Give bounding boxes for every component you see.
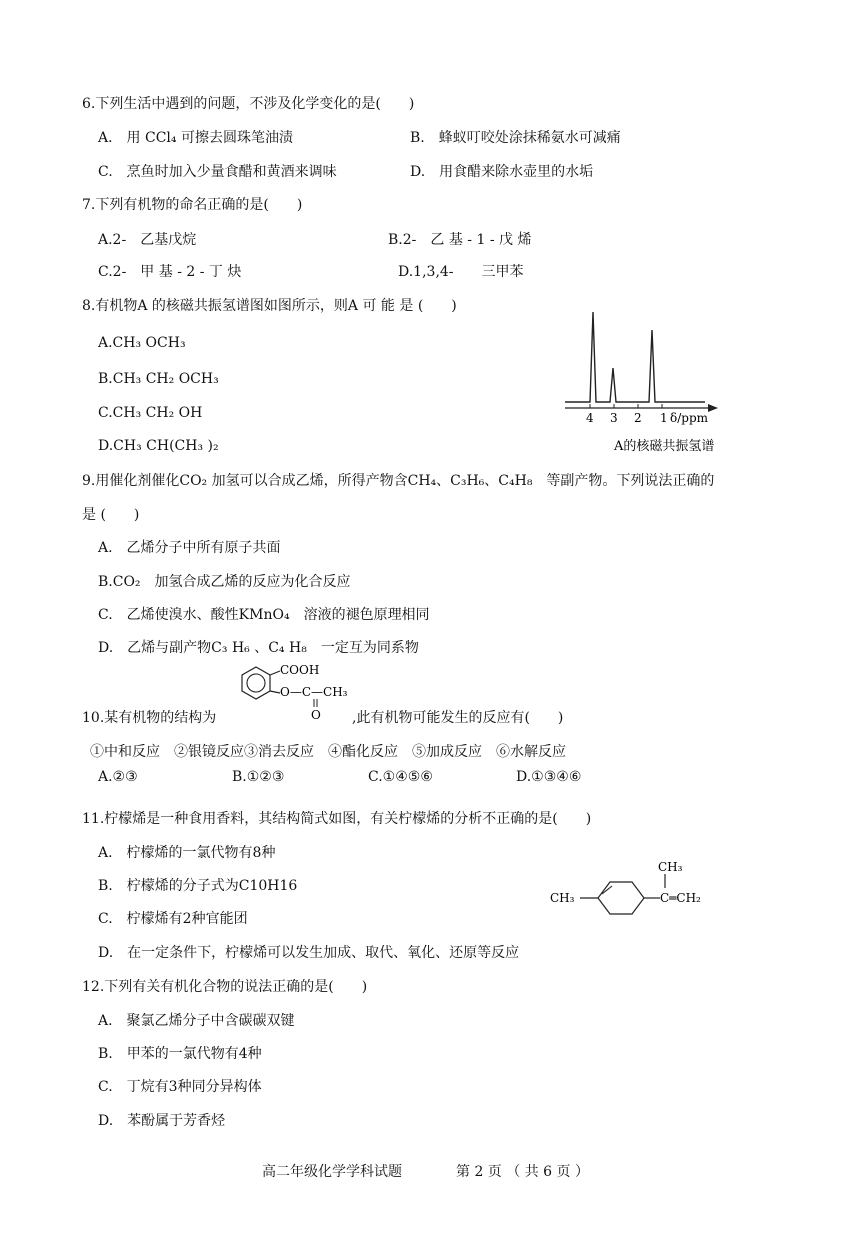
axis-arrow [708, 404, 718, 412]
q11-option-d: D. 在一定条件下，柠檬烯可以发生加成、取代、氧化、还原等反应 [98, 945, 520, 961]
q10-reactions: ①中和反应 ②银镜反应③消去反应 ④酯化反应 ⑤加成反应 ⑥水解反应 [90, 744, 566, 760]
tick-label-1: 1 [660, 411, 668, 425]
q7-option-b: B.2- 乙 基 - 1 - 戊 烯 [388, 232, 532, 248]
q9-stem: 9.用催化剂催化CO₂ 加氢可以合成乙烯，所得产物含CH₄、C₃H₆、C₄H₈ 等副产物。下列说法正确的 [82, 473, 715, 489]
tick-label-4: 4 [586, 411, 594, 425]
q10-option-c: C.①④⑤⑥ [368, 769, 433, 785]
q8-option-c: C.CH₃ CH₂ OH [98, 405, 203, 421]
q9-option-c: C. 乙烯使溴水、酸性KMnO₄ 溶液的褪色原理相同 [98, 607, 430, 623]
q10-stem-tail: ,此有机物可能发生的反应有( ) [352, 710, 564, 726]
q9-stem-continued: 是 ( ) [82, 507, 140, 523]
q8-option-d: D.CH₃ CH(CH₃ )₂ [98, 438, 219, 454]
q8-option-b: B.CH₃ CH₂ OCH₃ [98, 371, 219, 387]
vinyl-label: C═CH₂ [660, 891, 701, 905]
carbonyl-o-label: O [311, 708, 321, 722]
q6-option-b: B. 蜂蚁叮咬处涂抹稀氨水可减痛 [410, 130, 621, 146]
footer-title: 高二年级化学学科试题 [262, 1164, 402, 1180]
q12-option-b: B. 甲苯的一氯代物有4种 [98, 1046, 262, 1062]
limonene-structure [548, 858, 718, 922]
q8-stem: 8.有机物A 的核磁共振氢谱图如图所示，则A 可 能 是 ( ) [82, 298, 457, 314]
left-ch3-label: CH₃ [550, 891, 575, 905]
q9-option-d: D. 乙烯与副产物C₃ H₆ 、C₄ H₈ 一定互为同系物 [98, 640, 419, 656]
q6-stem: 6.下列生活中遇到的问题，不涉及化学变化的是( ) [82, 96, 415, 112]
tick-label-3: 3 [610, 411, 618, 425]
aspirin-structure [236, 661, 356, 725]
q7-option-d: D.1,3,4- 三甲苯 [398, 264, 524, 280]
q12-option-c: C. 丁烷有3种同分异构体 [98, 1079, 262, 1095]
q8-option-a: A.CH₃ OCH₃ [98, 335, 186, 351]
q11-option-b: B. 柠檬烯的分子式为C10H16 [98, 878, 298, 894]
q10-option-a: A.②③ [98, 769, 138, 785]
q7-option-a: A.2- 乙基戊烷 [98, 232, 197, 248]
q10-option-d: D.①③④⑥ [516, 769, 582, 785]
q6-option-d: D. 用食醋来除水壶里的水垢 [410, 164, 594, 180]
q7-stem: 7.下列有机物的命名正确的是( ) [82, 197, 303, 213]
tick-label-2: 2 [634, 411, 642, 425]
q10-option-b: B.①②③ [232, 769, 285, 785]
figure-caption: A的核磁共振氢谱 [614, 439, 715, 454]
q10-stem: 10.某有机物的结构为 [82, 710, 217, 726]
q12-stem: 12.下列有关有机化合物的说法正确的是( ) [82, 979, 368, 995]
cooh-label: COOH [280, 663, 320, 677]
q9-option-a: A. 乙烯分子中所有原子共面 [98, 540, 281, 556]
q11-option-a: A. 柠檬烯的一氯代物有8种 [98, 845, 276, 861]
nmr-trace [565, 312, 705, 402]
top-ch3-label: CH₃ [658, 860, 683, 874]
ester-label: O—C—CH₃ [280, 685, 348, 699]
axis-unit: δ/ppm [670, 411, 709, 425]
q6-option-c: C. 烹鱼时加入少量食醋和黄酒来调味 [98, 164, 337, 180]
footer-page-number: 第 2 页 （ 共 6 页 ） [456, 1164, 589, 1180]
q11-stem: 11.柠檬烯是一种食用香料，其结构简式如图，有关柠檬烯的分析不正确的是( ) [82, 811, 592, 827]
q12-option-a: A. 聚氯乙烯分子中含碳碳双键 [98, 1013, 295, 1029]
q7-option-c: C.2- 甲 基 - 2 - 丁 炔 [98, 264, 242, 280]
q6-option-a: A. 用 CCl₄ 可擦去圆珠笔油渍 [98, 130, 293, 146]
nmr-spectrum-figure [560, 304, 730, 454]
q9-option-b: B.CO₂ 加氢合成乙烯的反应为化合反应 [98, 574, 351, 590]
q11-option-c: C. 柠檬烯有2种官能团 [98, 911, 248, 927]
q12-option-d: D. 苯酚属于芳香烃 [98, 1113, 226, 1129]
